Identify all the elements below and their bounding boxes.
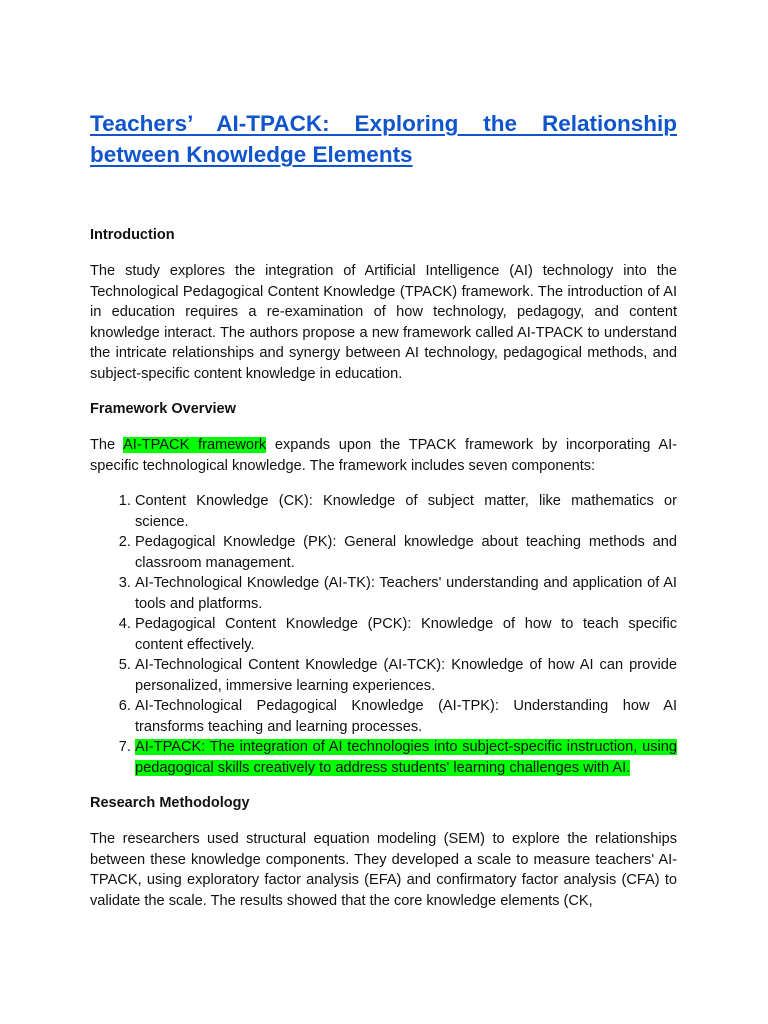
- list-item: [135, 655, 677, 696]
- list-item: [135, 573, 677, 614]
- document-body: [90, 108, 677, 911]
- component-text: AI-Technological Content Knowledge (AI-TCK): Knowledge of how AI can provide personalized, immersive learning experiences.: [135, 657, 677, 694]
- framework-overview-paragraph: [90, 435, 677, 476]
- list-item: [135, 532, 677, 573]
- components-list: [90, 491, 677, 778]
- document-title[interactable]: Teachers’ AI-TPACK: Exploring the Relationship between Knowledge Elements: [90, 111, 677, 167]
- framework-paragraph-suffix: expands upon the TPACK framework by incorporating AI-specific technological knowledge. The framework includes seven components:: [90, 437, 677, 474]
- component-text-highlighted: AI-TPACK: The integration of AI technologies into subject-specific instruction, using pedagogical skills creatively to address students' learning challenges with AI.: [135, 739, 677, 776]
- highlighted-term: AI-TPACK framework: [123, 437, 267, 453]
- component-text: Content Knowledge (CK): Knowledge of subject matter, like mathematics or science.: [135, 493, 677, 530]
- list-item: [135, 491, 677, 532]
- list-item-highlighted: [135, 737, 677, 778]
- introduction-paragraph: The study explores the integration of Artificial Intelligence (AI) technology into the Technological Pedagogical Content Knowledge (TPACK) framework. The introduction of AI in education requires a re-examination of how technology, pedagogy, and content knowledge interact. The authors propose a new framework called AI-TPACK to understand the intricate relationships and synergy between AI technology, pedagogical methods, and subject-specific content knowledge in education.: [90, 263, 677, 382]
- component-text: Pedagogical Knowledge (PK): General knowledge about teaching methods and classroom management.: [135, 534, 677, 571]
- framework-paragraph-prefix: The: [90, 437, 124, 453]
- component-text: AI-Technological Pedagogical Knowledge (AI-TPK): Understanding how AI transforms teaching and learning processes.: [135, 698, 677, 735]
- research-methodology-heading: Research Methodology: [90, 795, 250, 811]
- component-text: AI-Technological Knowledge (AI-TK): Teachers' understanding and application of AI tools and platforms.: [135, 575, 677, 612]
- research-methodology-paragraph: The researchers used structural equation modeling (SEM) to explore the relationships between these knowledge components. They developed a scale to measure teachers' AI-TPACK, using exploratory factor analysis (EFA) and confirmatory factor analysis (CFA) to validate the scale. The results showed that the core knowledge elements (CK,: [90, 831, 677, 909]
- introduction-heading: Introduction: [90, 227, 175, 243]
- list-item: [135, 614, 677, 655]
- component-text: Pedagogical Content Knowledge (PCK): Knowledge of how to teach specific content effectively.: [135, 616, 677, 653]
- list-item: [135, 696, 677, 737]
- framework-overview-heading: Framework Overview: [90, 401, 236, 417]
